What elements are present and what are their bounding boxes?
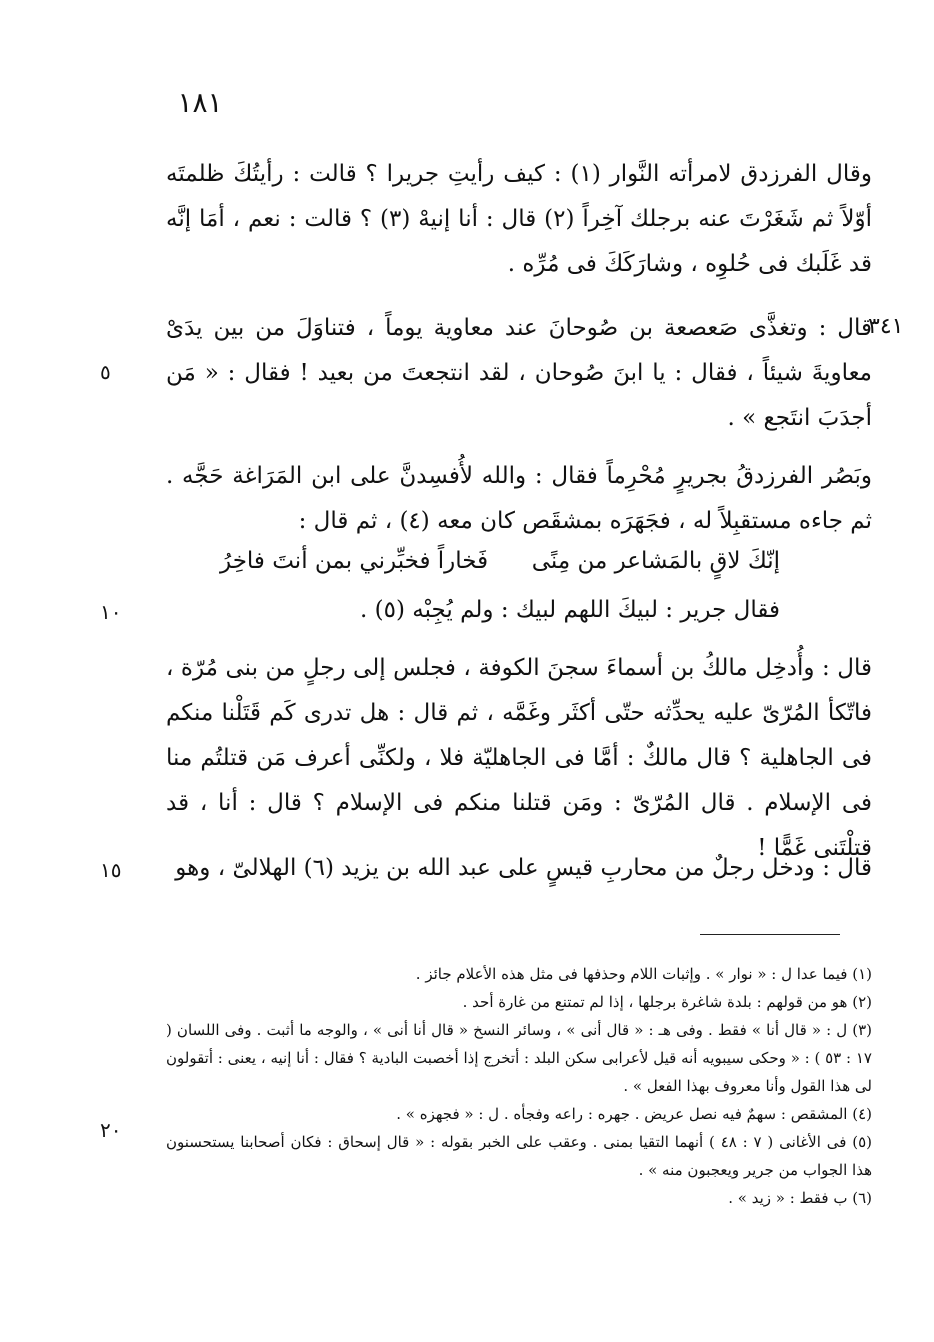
verse-line: [220, 548, 780, 574]
verse-hemistich-right: إنّكَ لاقٍ بالمَشاعر من مِنًى: [531, 548, 780, 574]
footnote-5: (٥) فى الأغانى ( ٧ : ٤٨ ) أنهما التقيا بمنى . وعقب على الخبر بقوله : « قال إسحاق : فكان أصحابنا يستحسنون هذا الجواب من جرير ويعجبون منه » .: [166, 1133, 873, 1179]
footnote-3: (٣) ل : « قال أنا » فقط . وفى هـ : « قال أنى » ، وسائر النسخ « قال أنا أنى » ، والوجه ما أثبت . وفى اللسان ( ١٧ : ٥٣ ) : « وحكى سيبويه أنه قيل لأعرابى سكن البلد : أتخرج إذا أخصبت البادية ؟ فقال : أنا إنيه ، يعنى : أتقولون لى هذا القول وأنا معروف بهذا الفعل » .: [166, 1021, 872, 1095]
footnote-rule: [700, 934, 840, 935]
page-number: ١٨١: [177, 86, 223, 119]
paragraph-2: [166, 306, 872, 441]
margin-line-15: ١٥: [100, 858, 122, 882]
after-verse-line: [250, 588, 780, 633]
margin-line-20: ٢٠: [100, 1118, 122, 1142]
paragraph-5: [166, 846, 872, 891]
paragraph-text: قال : وأُدخِل مالكُ بن أسماءَ سجنَ الكوفة ، فجلس إلى رجلٍ من بنى مُرّة ، فاتّكأ المُرّىّ عليه يحدِّثه حتّى أكثَر وغَمَّه ، ثم قال : هل تدرى كَم قَتَلْنا منكم فى الجاهلية ؟ قال مالكٌ : أمَّا فى الجاهليّة فلا ، ولكنِّى أعرف مَن قتلتُم منا فى الإسلام . قال المُرّىّ : ومَن قتلنا منكم فى الإسلام ؟ قال : أنا ، قد قتلْتَنى غَمًّا !: [166, 655, 872, 861]
paragraph-text: وقال الفرزدق لامرأته النَّوار (١) : كيف رأيتِ جريرا ؟ قالت : رأيتُكَ ظلمتَه أوّلاً ثم شَغَرْتَ عنه برجلك آخِراً (٢) قال : أنا إنيهْ (٣) ؟ قالت : نعم ، أمَا إنَّه قد غَلَبك فى حُلوِه ، وشارَكَكَ فى مُرِّه .: [166, 161, 872, 277]
paragraph-1: [166, 152, 872, 287]
footnote-4: (٤) المشقص : سهمٌ فيه نصل عريض . جهره : راعه وفجأه . ل : « فجهزه » .: [396, 1105, 872, 1123]
paragraph-text: قال : ودخل رجلٌ من محاربِ قيسٍ على عبد الله بن يزيد (٦) الهلالىّ ، وهو: [175, 855, 872, 881]
paragraph-4: [166, 646, 872, 871]
paragraph-3: [166, 454, 872, 544]
paragraph-text: وبَصُر الفرزدقُ بجريرٍ مُحْرِماً فقال : والله لأُفسِدنَّ على ابن المَرَاغة حَجَّه . ثم جاءه مستقبِلاً له ، فجَهَرَه بمشقَص كان معه (٤) ، ثم قال :: [166, 463, 872, 534]
verse-hemistich-left: فَخاراً فخبِّرني بمن أنتَ فاخِرُ: [220, 548, 489, 574]
paragraph-text: فقال جرير : لبيكَ اللهم لبيك : ولم يُجِبْه (٥) .: [360, 597, 780, 623]
margin-line-10: ١٠: [100, 600, 122, 624]
paragraph-text: قال : وتغذَّى صَعصعة بن صُوحانَ عند معاوية يوماً ، فتناوَلَ من بين يدَىْ معاويةَ شيئاً ، فقال : يا ابنَ صُوحان ، لقد انتجعتَ من بعيد ! فقال : « مَن أجدَبَ انتَجع » .: [166, 315, 872, 431]
footnote-1: (١) فيما عدا ل : « نوار » . وإثبات اللام وحذفها فى مثل هذه الأعلام جائز .: [415, 965, 872, 983]
footnotes: [166, 960, 872, 1212]
footnote-2: (٢) هو من قولهم : بلدة شاغرة برجلها ، إذا لم تمتنع من غارة أحد .: [462, 993, 872, 1011]
margin-number-341: ٣٤١: [868, 314, 904, 339]
footnote-6: (٦) ب فقط : « زيد » .: [728, 1189, 872, 1207]
margin-line-5: ٥: [100, 360, 111, 384]
